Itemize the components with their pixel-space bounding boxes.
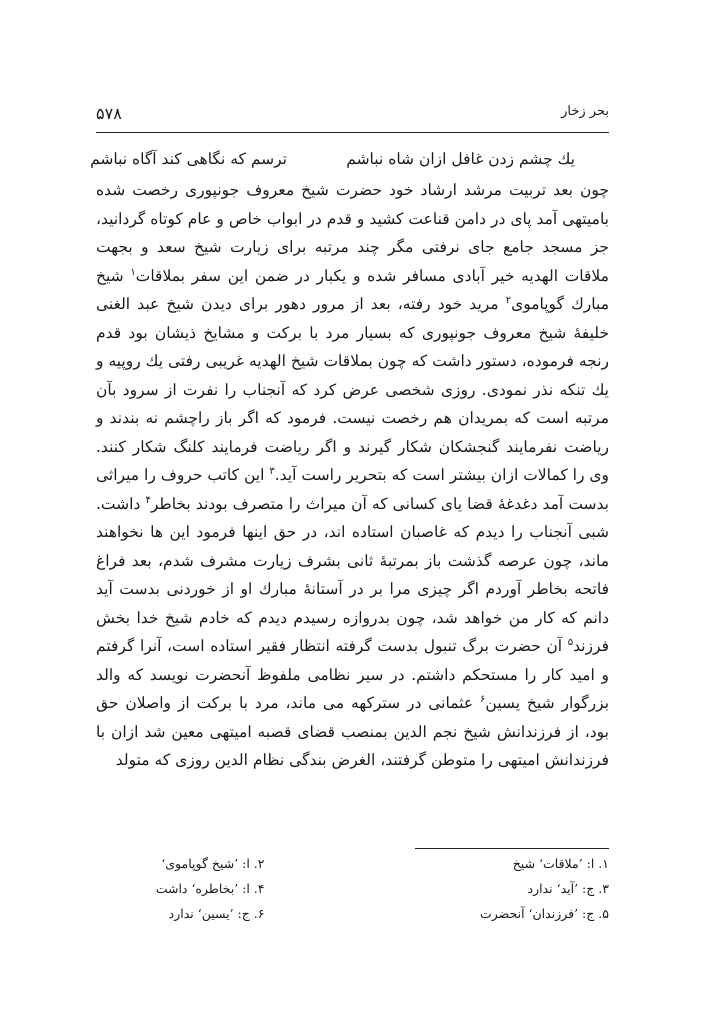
footnote-marker: ۱: [130, 266, 136, 278]
running-head: بحر زخار: [561, 104, 609, 119]
body-segment: چون بعد تربیت مرشد ارشاد خود حضرت شیخ معروف جونپوری رخصت شده بامیتهی آمد پای در دامن قناعت کشید و قدم در ابواب خاص و عام کوتاه گردانید، جز مسجد جامع جای نرفتی مگر چند مرتبه برای زیارت شیخ سعد و بجهت ملاقات الهدیه خیر آبادی مسافر شده و یکبار در ضمن این سفر بملاقات: [96, 181, 609, 285]
body-segment: این کاتب حروف را میراثی بدست آمد دغدغهٔ قضا یای کسانی که آن میراث را متصرف بودند بخاطر: [96, 466, 609, 513]
footnote: ۴. ا: ’بخاطره‘ داشت: [155, 881, 265, 896]
page-number: ۵۷۸: [96, 104, 122, 123]
footnote-marker: ۳: [269, 465, 275, 477]
footnote: ۲. ا: ’شیخ گوپاموی‘: [161, 856, 265, 871]
body-segment: شیخ مبارك گوپاموی: [96, 266, 609, 313]
footnote: ۵. ج: ’فرزندان‘ آنحضرت: [480, 906, 609, 921]
footnotes: [96, 856, 609, 921]
footnote: ۱. ا: ’ملاقات‘ شیخ: [512, 856, 609, 871]
body-segment: داشت. شبی آنجناب را دیدم که غاصبان استاده اند، در حق اینها فرمود این ها نخواهند ماند، چون عرصه گذشت باز بمرتبهٔ ثانی بشرف زیارت مشرف شدم، بعد فراغ فاتحه بخاطر آوردم اگر چیزی مرا بر در آستانهٔ مبارك او از خوردنی بدست آید دانم که کار من خواهد شد، چون بدروازه رسیدم دیدم که خادم شیخ خدا بخش فرزند: [96, 494, 609, 655]
footnote-marker: ۴: [145, 494, 151, 506]
body-segment: مرید خود رفته، بعد از مرور دهور برای دیدن شیخ عبد الغنی خلیفهٔ شیخ معروف جونپوری که بسیار مرد با برکت و مشایخ ذیشان بود قدم رنجه فرموده، دستور داشت که چون بملاقات شیخ الهدیه غریبی رفتی یك روپیه و یك تنکه نذر نمودی. روزی شخصی عرض کرد که آنجناب را نفرت از سرود بآن مرتبه است که بمریدان هم رخصت نیست. فرمود که اگر باز راچشم نه بندند و ریاضت نفرمایند گنجشکان شکار گیرند و اگر ریاضت فرمایند کلنگ شکار کنند. وی را کمالات ازان بیشتر است که بتحریر راست آید.: [96, 295, 610, 484]
verse-hemistich-2: ترسم که نگاهی کند آگاه نباشم: [90, 150, 287, 168]
verse-hemistich-1: یك چشم زدن غافل ازان شاه نباشم: [346, 150, 575, 168]
footnote-marker: ۵: [567, 636, 574, 648]
verse-couplet: [90, 146, 609, 176]
footnote-marker: ۶: [480, 693, 486, 705]
body-segment: آن حضرت برگ تنبول بدست گرفته انتظار فقیر استاده است، آنرا گرفتم و امید کار را مستحکم داشتم. در سیر نظامی ملفوظ آنحضرت نویسد که والد بزرگوار شیخ یسین: [96, 637, 610, 712]
body-paragraph: [96, 176, 609, 775]
footnote-marker: ۲: [505, 294, 512, 306]
header-rule: [96, 132, 609, 133]
footnote: ۳. ج: ’آید‘ ندارد: [527, 881, 609, 896]
footnote-rule: [415, 848, 609, 849]
footnote: ۶. ج: ’یسین‘ ندارد: [168, 906, 265, 921]
body-segment: عثمانی در سترکهه می ماند، مرد با برکت از واصلان حق بود، از فرزندانش شیخ نجم الدین بمنصب قضای قصبه امیتهی معین شد ازان با فرزندانش امیتهی را متوطن گرفتند، الغرض بندگی نظام الدین روزی که متولد: [96, 694, 609, 769]
